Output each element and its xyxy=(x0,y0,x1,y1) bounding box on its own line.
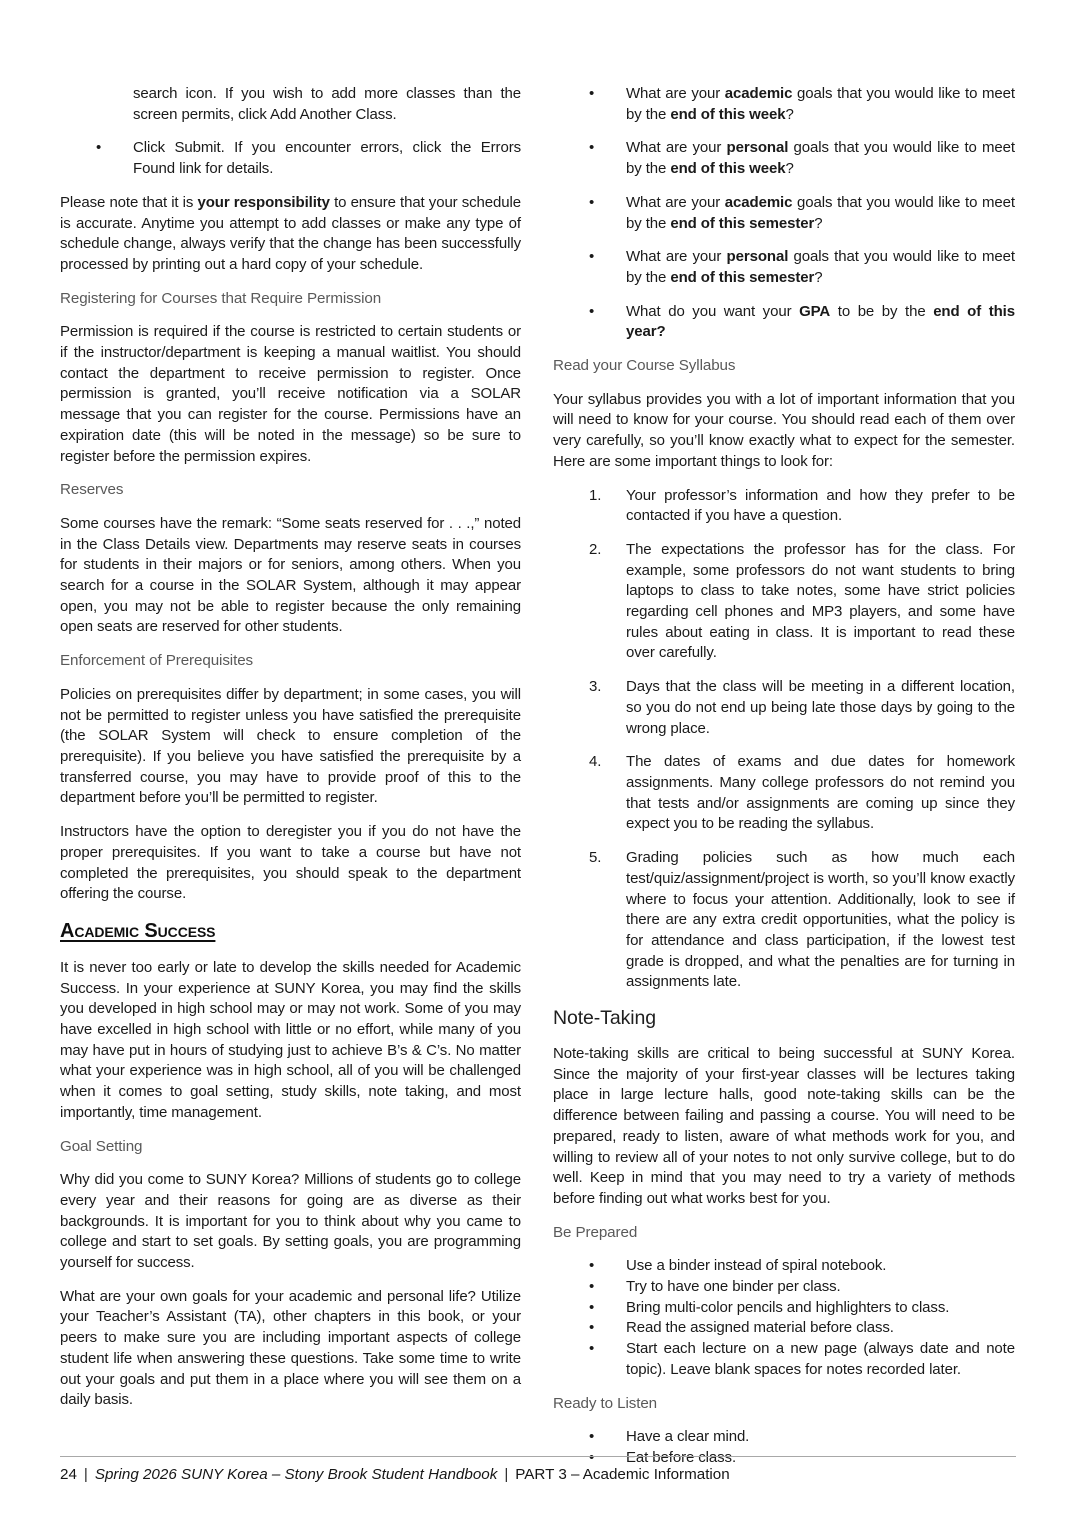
bullet-icon: • xyxy=(589,1278,595,1296)
bullet-icon: • xyxy=(589,248,595,266)
left-column xyxy=(60,84,521,1424)
list-item-text: What are your academic goals that you would like to meet by the end of this semester? xyxy=(626,193,1015,232)
list-item-text: Days that the class will be meeting in a different location, so you do not end up being late those days by going to the wrong place. xyxy=(626,678,1015,737)
list-item xyxy=(553,1318,1015,1339)
note-taking-paragraph: Note-taking skills are critical to being successful at SUNY Korea. Since the majority of your first-year classes will be lectures taking place in large lecture halls, good note-taking skills can be the difference between failing and passing a course. You will need to be prepared, ready to listen, aware of what methods work for you, and willing to review all of your notes to not only survive college, but to do well. Keep in mind that you may need to try a variety of methods before finding out what works best for you. xyxy=(553,1045,1015,1207)
ready-to-listen-heading: Ready to Listen xyxy=(553,1394,658,1412)
right-column xyxy=(553,84,1015,1482)
prerequisites-paragraph-2: Instructors have the option to deregister you if you do not have the proper prerequisites. If you want to take a course but have not completed the prerequisites, you should speak to the department offering the course. xyxy=(60,823,521,903)
list-item-text: Start each lecture on a new page (always date and note topic). Leave blank spaces for notes recorded later. xyxy=(626,1340,1015,1378)
registering-permission-paragraph: Permission is required if the course is restricted to certain students or if the instructor/department is keeping a manual waitlist. You should contact the department to receive permission to register. Once permission is granted, you’ll receive notification via a SOLAR message that you can register for the course. Permissions have an expiration date (this will be noted in the message) so be sure to register before the permission expires. xyxy=(60,323,521,465)
list-item xyxy=(553,486,1015,527)
list-item-text: Click Submit. If you encounter errors, click the Errors Found link for details. xyxy=(133,139,521,178)
list-item xyxy=(553,752,1015,835)
list-item-text: Bring multi-color pencils and highlighters to class. xyxy=(626,1298,950,1316)
footer-divider xyxy=(60,1456,1016,1457)
goal-setting-heading: Goal Setting xyxy=(60,1137,143,1155)
list-number: 3. xyxy=(589,678,602,696)
prerequisites-heading: Enforcement of Prerequisites xyxy=(60,652,254,670)
bullet-icon: • xyxy=(589,139,595,157)
list-item-text: Your professor’s information and how they prefer to be contacted if you have a question. xyxy=(626,486,1015,525)
list-item xyxy=(553,1427,1015,1448)
list-number: 5. xyxy=(589,849,602,867)
list-item-text: Read the assigned material before class. xyxy=(626,1319,894,1337)
registering-permission-heading: Registering for Courses that Require Permission xyxy=(60,289,382,307)
list-item xyxy=(553,84,1015,125)
list-item xyxy=(553,302,1015,343)
list-item xyxy=(553,848,1015,993)
bullet-icon: • xyxy=(589,1448,595,1466)
bullet-icon: • xyxy=(589,1340,595,1358)
prerequisites-paragraph-1: Policies on prerequisites differ by department; in some cases, you will not be permitted to register unless you have satisfied the prerequisite (the SOLAR System will check to ensure completion of the prerequisite). If you believe you have satisfied the prerequisite by a transferred course, you may have to provide proof of this to the department before you’ll be permitted to register. xyxy=(60,685,521,807)
ready-to-listen-bullet-list xyxy=(553,1427,1015,1468)
list-item xyxy=(553,193,1015,234)
syllabus-numbered-list xyxy=(553,486,1015,993)
bullet-icon: • xyxy=(589,1319,595,1337)
list-number: 2. xyxy=(589,540,602,558)
schedule-responsibility-paragraph: Please note that it is your responsibility to ensure that your schedule is accurate. Anytime you attempt to add classes or make any type of schedule change, always verify that the change has been successfully processed by printing out a hard copy of your schedule. xyxy=(60,193,522,273)
list-item-text: The expectations the professor has for the class. For example, some professors do not want students to bring laptops to class to take notes, some have strict policies regarding cell phones and MP3 players, and some have rules about eating in class. It is important to read these over carefully. xyxy=(626,540,1015,662)
goals-bullet-list xyxy=(553,84,1015,343)
academic-success-heading: Academic Success xyxy=(60,919,216,942)
list-item xyxy=(553,677,1015,739)
bullet-icon: • xyxy=(589,1257,595,1275)
footer-part-label: PART 3 – Academic Information xyxy=(515,1466,730,1483)
list-item-text: Try to have one binder per class. xyxy=(626,1278,841,1296)
list-item-text: What are your personal goals that you would like to meet by the end of this week? xyxy=(626,139,1015,178)
goal-setting-paragraph-1: Why did you come to SUNY Korea? Millions of students go to college every year and their reasons for going are as diverse as their backgrounds. It is important for you to think about why you came to college and start to set goals. By setting goals, you are programming yourself for success. xyxy=(60,1171,521,1272)
reserves-paragraph: Some courses have the remark: “Some seats reserved for . . .,” noted in the Class Details view. Departments may reserve seats in courses for students in their majors or for seniors, among others. When you search for a course in the SOLAR System, although it may appear open, you may not be able to register because the only remaining open seats are reserved for other students. xyxy=(60,514,521,636)
add-class-bullet-list xyxy=(60,84,521,180)
page-footer xyxy=(60,1464,730,1485)
bullet-icon: • xyxy=(589,193,595,211)
list-item xyxy=(553,138,1015,179)
goal-setting-paragraph-2: What are your own goals for your academic and personal life? Utilize your Teacher’s Assistant (TA), other chapters in this book, or your peers to make sure you are including important aspects of college student life when answering these questions. Take some time to write out your goals and put them in a place where you will see them on a daily basis. xyxy=(60,1287,521,1409)
list-item-text: search icon. If you wish to add more classes than the screen permits, click Add Another Class. xyxy=(133,85,521,123)
list-item xyxy=(553,540,1015,664)
list-item-text: Have a clear mind. xyxy=(626,1428,750,1446)
reserves-heading: Reserves xyxy=(60,481,124,499)
page-number: 24 xyxy=(60,1466,77,1483)
list-number: 4. xyxy=(589,753,602,771)
footer-separator: | xyxy=(504,1466,509,1483)
course-syllabus-heading: Read your Course Syllabus xyxy=(553,357,736,375)
list-item xyxy=(553,1277,1015,1298)
list-item-text: What are your academic goals that you would like to meet by the end of this week? xyxy=(626,85,1015,123)
be-prepared-heading: Be Prepared xyxy=(553,1223,638,1241)
bullet-icon: • xyxy=(96,139,102,157)
list-number: 1. xyxy=(589,486,602,504)
list-item-text: What do you want your GPA to be by the end of this year? xyxy=(626,302,1015,341)
list-item xyxy=(60,84,521,125)
list-item xyxy=(553,1298,1015,1319)
list-item-text: Grading policies such as how much each test/quiz/assignment/project is worth, so you’ll know exactly where to focus your attention. Additionally, look to see if there are any extra credit opportunities, what the policy is for attendance and class participation, if the lowest test grade is dropped, and what the penalties are for turning in assignments late. xyxy=(626,849,1015,991)
course-syllabus-paragraph: Your syllabus provides you with a lot of important information that you will need to know for your course. You should read each of them over very carefully, so you’ll know exactly what to expect for the semester. Here are some important things to look for: xyxy=(553,390,1015,470)
list-item xyxy=(553,1256,1015,1277)
list-item-text: Use a binder instead of spiral notebook. xyxy=(626,1257,887,1275)
list-item-text: The dates of exams and due dates for homework assignments. Many college professors do not remind you that tests and/or assignments are coming up since they expect you to be reading the syllabus. xyxy=(626,753,1015,833)
note-taking-heading: Note-Taking xyxy=(553,1007,656,1030)
list-item-text: What are your personal goals that you would like to meet by the end of this semester? xyxy=(626,248,1015,286)
footer-separator: | xyxy=(83,1466,88,1483)
list-item xyxy=(553,247,1015,288)
bullet-icon: • xyxy=(589,302,595,320)
academic-success-intro-paragraph: It is never too early or late to develop the skills needed for Academic Success. In your experience at SUNY Korea, you may find the skills you developed in high school may or may not work. Some of you may have excelled in high school with little or no effort, while many of you may have put in hours of studying just to achieve B’s & C’s. No matter what your experience was in high school, all of you will be challenged when it comes to goal setting, study skills, note taking, and most importantly, time management. xyxy=(60,958,521,1121)
list-item-text: Eat before class. xyxy=(626,1448,737,1466)
bullet-icon: • xyxy=(589,1298,595,1316)
bullet-icon xyxy=(60,84,133,125)
be-prepared-bullet-list xyxy=(553,1256,1015,1380)
handbook-title: Spring 2026 SUNY Korea – Stony Brook Student Handbook xyxy=(94,1466,498,1483)
list-item xyxy=(553,1339,1015,1380)
bullet-icon: • xyxy=(589,1428,595,1446)
bullet-icon: • xyxy=(589,85,595,102)
list-item xyxy=(60,138,521,179)
